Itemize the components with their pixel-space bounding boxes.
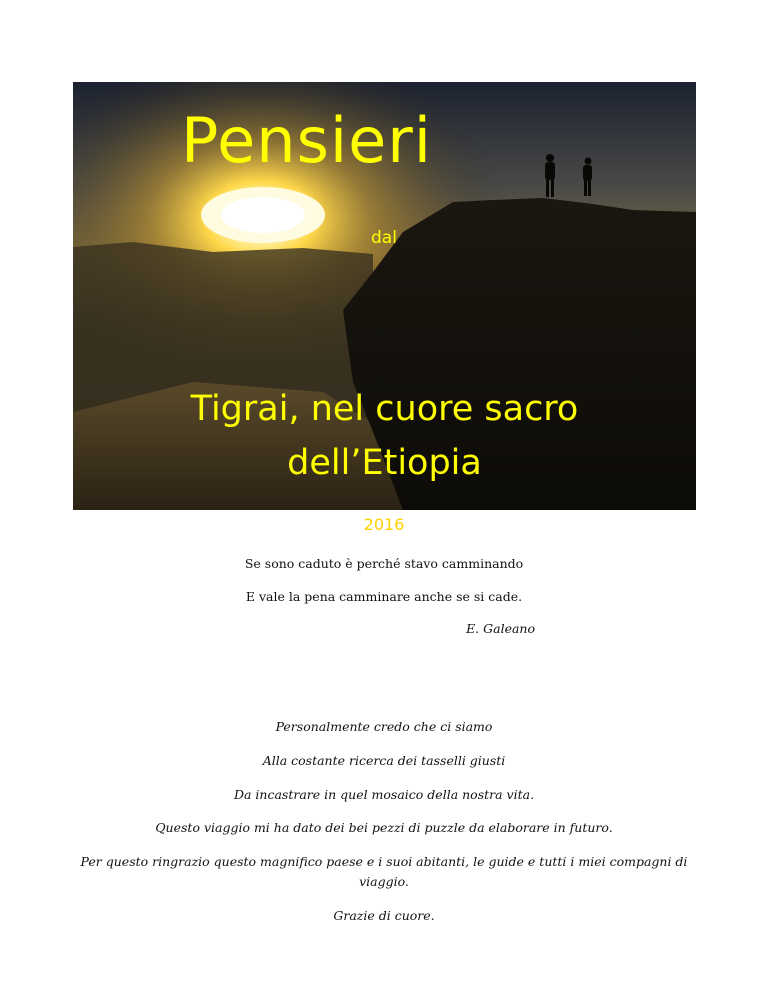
dedication-line-6: Grazie di cuore. (333, 908, 435, 923)
dedication-line-3: Da incastrare in quel mosaico della nostra vita. (233, 787, 535, 802)
cover-photo (73, 82, 696, 510)
cover-subtitle-line-1: Tigrai, nel cuore sacro (190, 389, 579, 429)
dedication-line-2: Alla costante ricerca dei tasselli giusti (262, 753, 506, 768)
dedication-line-4: Questo viaggio mi ha dato dei bei pezzi di puzzle da elaborare in futuro. (155, 820, 613, 835)
cover-subtitle (73, 382, 696, 490)
dedication-line-1: Personalmente credo che ci siamo (275, 719, 493, 734)
year-label: 2016 (363, 515, 405, 534)
cover-subtitle-line-2: dell’Etiopia (287, 443, 482, 483)
cover-connector: dal (371, 228, 397, 248)
dedication-line-5: Per questo ringrazio questo magnifico paese e i suoi abitanti, le guide e tutti i miei compagni di viaggio. (80, 854, 688, 889)
cover-title: Pensieri (180, 104, 432, 177)
epigraph-line-1: Se sono caduto è perché stavo camminando (244, 556, 524, 571)
epigraph-line-2: E vale la pena camminare anche se si cade. (245, 589, 523, 604)
epigraph-author: E. Galeano (466, 621, 535, 636)
